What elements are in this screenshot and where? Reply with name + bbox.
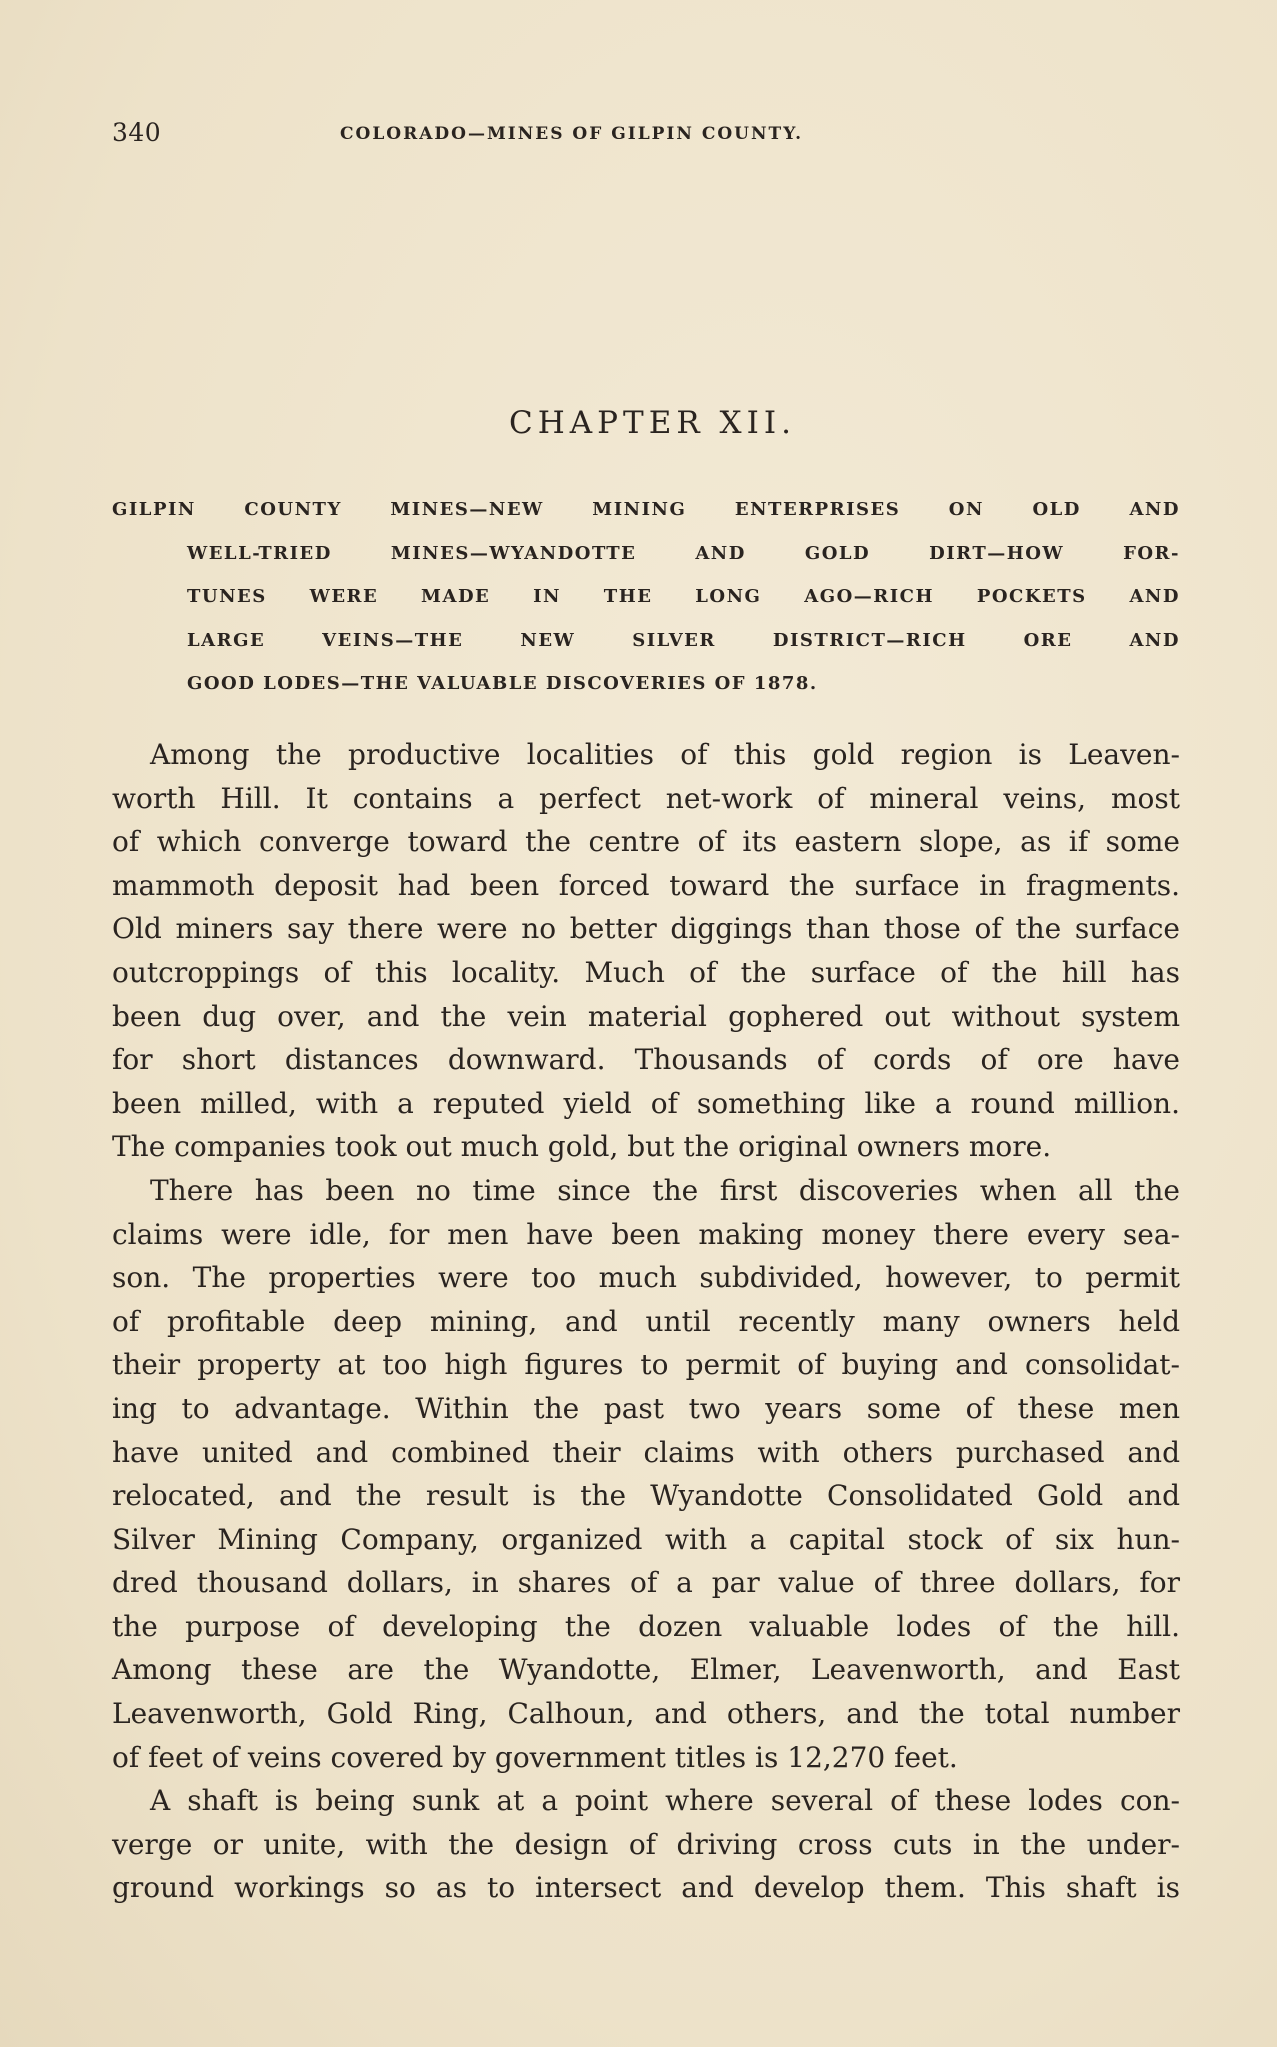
summary-line: GILPIN COUNTY MINES—NEW MINING ENTERPRISES ON OLD AND — [112, 499, 1180, 520]
text-line: mammoth deposit had been forced toward the surface in fragments. — [112, 868, 1180, 902]
text-line: the purpose of developing the dozen valuable lodes of the hill. — [112, 1609, 1180, 1643]
text-line: of feet of veins covered by government titles is 12,270 feet. — [112, 1740, 958, 1774]
running-title: COLORADO—MINES OF GILPIN COUNTY. — [340, 124, 804, 144]
summary-line: TUNES WERE MADE IN THE LONG AGO—RICH POCKETS AND — [187, 586, 1180, 607]
text-line: verge or unite, with the design of driving cross cuts in the under- — [112, 1827, 1180, 1861]
summary-line: WELL-TRIED MINES—WYANDOTTE AND GOLD DIRT—HOW FOR- — [187, 542, 1180, 564]
text-line: been dug over, and the vein material gophered out without system — [112, 999, 1180, 1033]
text-line: The companies took out much gold, but the original owners more. — [112, 1130, 1052, 1164]
chapter-title: CHAPTER XII. — [509, 405, 796, 441]
text-line: have united and combined their claims with others purchased and — [112, 1435, 1180, 1469]
paragraph — [112, 1169, 1180, 1779]
text-line: There has been no time since the first discoveries when all the — [150, 1173, 1180, 1207]
page-number: 340 — [112, 118, 162, 147]
text-line: been milled, with a reputed yield of something like a round million. — [112, 1086, 1180, 1120]
summary-line: GOOD LODES—THE VALUABLE DISCOVERIES OF 1878. — [187, 673, 818, 694]
text-line: their property at too high figures to permit of buying and consolidat- — [112, 1348, 1180, 1382]
text-line: son. The properties were too much subdivided, however, to permit — [112, 1261, 1180, 1295]
text-line: Leavenworth, Gold Ring, Calhoun, and others, and the total number — [112, 1697, 1180, 1731]
paragraph — [112, 1779, 1180, 1910]
text-line: Among these are the Wyandotte, Elmer, Leavenworth, and East — [112, 1653, 1180, 1687]
text-line: ground workings so as to intersect and develop them. This shaft is — [112, 1871, 1180, 1905]
text-line: for short distances downward. Thousands of cords of ore have — [112, 1043, 1180, 1077]
chapter-summary — [112, 488, 1180, 706]
text-line: Among the productive localities of this gold region is Leaven- — [150, 738, 1180, 771]
text-line: of profitable deep mining, and until recently many owners held — [112, 1304, 1180, 1338]
text-line: ing to advantage. Within the past two years some of these men — [112, 1391, 1180, 1425]
summary-line: LARGE VEINS—THE NEW SILVER DISTRICT—RICH ORE AND — [187, 629, 1180, 651]
text-line: relocated, and the result is the Wyandotte Consolidated Gold and — [112, 1479, 1180, 1513]
text-line: A shaft is being sunk at a point where several of these lodes con- — [150, 1784, 1180, 1818]
text-line: of which converge toward the centre of its eastern slope, as if some — [112, 825, 1180, 859]
text-line: Silver Mining Company, organized with a capital stock of six hun- — [112, 1522, 1180, 1556]
text-line: outcroppings of this locality. Much of the surface of the hill has — [112, 955, 1180, 989]
paragraph — [112, 733, 1180, 1169]
text-line: claims were idle, for men have been making money there every sea- — [112, 1217, 1180, 1251]
text-line: worth Hill. It contains a perfect net-work of mineral veins, most — [112, 781, 1180, 815]
body-text — [112, 733, 1180, 1910]
running-head — [112, 118, 942, 158]
text-line: dred thousand dollars, in shares of a par value of three dollars, for — [112, 1566, 1180, 1600]
text-line: Old miners say there were no better diggings than those of the surface — [112, 912, 1180, 946]
